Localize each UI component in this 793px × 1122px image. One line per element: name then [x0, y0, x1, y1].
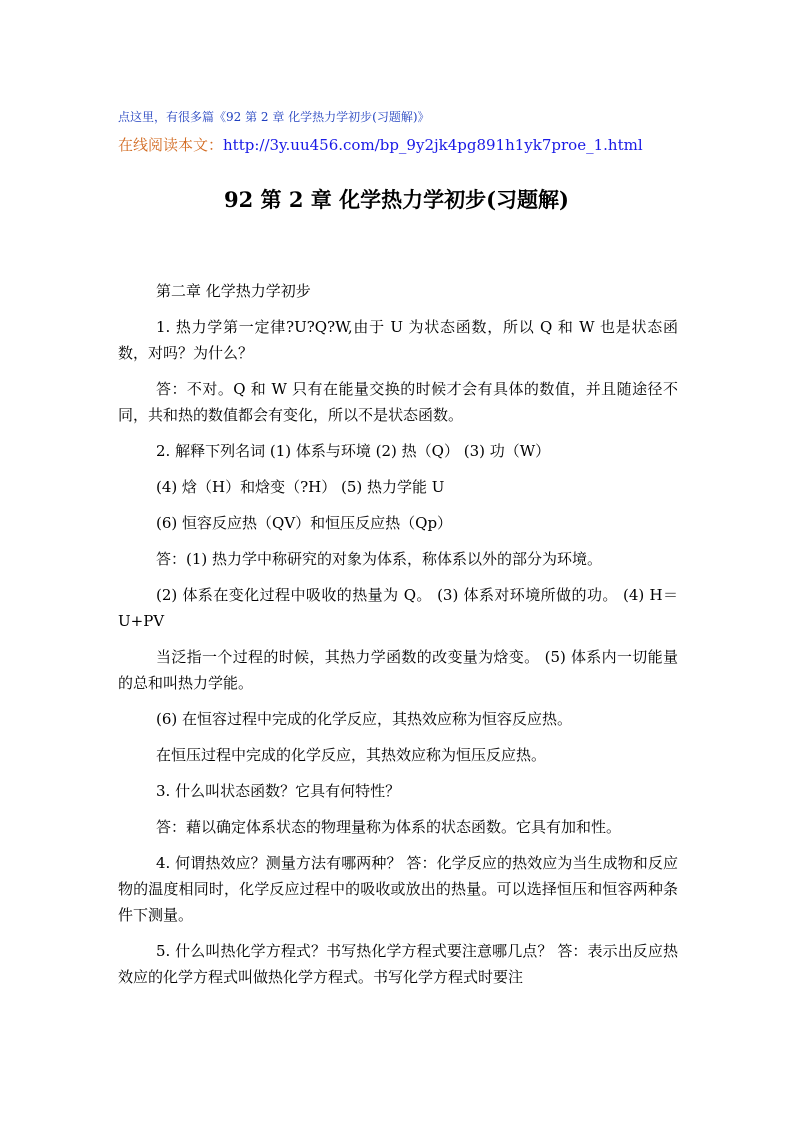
paragraph-question-4: 4. 何谓热效应？测量方法有哪两种？ 答：化学反应的热效应为当生成物和反应物的温度相同时，化学反应过程中的吸收或放出的热量。可以选择恒压和恒容两种条件下测量。: [118, 854, 678, 924]
read-online-label: 在线阅读本文：: [118, 136, 224, 154]
paragraph-answer-2a: 答：(1) 热力学中称研究的对象为体系，称体系以外的部分为环境。: [156, 550, 603, 568]
paragraph-answer-2e: 在恒压过程中完成的化学反应，其热效应称为恒压反应热。: [156, 746, 547, 764]
paragraph-question-1: 1. 热力学第一定律?U?Q?W,由于 U 为状态函数，所以 Q 和 W 也是状态函数，对吗？为什么？: [118, 318, 678, 362]
paragraph-answer-1: 答：不对。Q 和 W 只有在能量交换的时候才会有具体的数值，并且随途径不同，共和热的数值都会有变化，所以不是状态函数。: [118, 380, 678, 424]
paragraph-answer-2d: (6) 在恒容过程中完成的化学反应，其热效应称为恒容反应热。: [156, 710, 573, 728]
paragraph-question-2b: (4) 焓（H）和焓变（?H） (5) 热力学能 U: [156, 478, 445, 496]
paragraph-question-3: 3. 什么叫状态函数？它具有何特性？: [156, 782, 401, 800]
related-articles-link[interactable]: 点这里，有很多篇《92 第 2 章 化学热力学初步(习题解)》: [118, 110, 430, 124]
document-title: 92 第 2 章 化学热力学初步(习题解): [224, 187, 569, 212]
paragraph-answer-2c: 当泛指一个过程的时候，其热力学函数的改变量为焓变。 (5) 体系内一切能量的总和叫热力学能。: [118, 648, 678, 692]
paragraph-question-5: 5. 什么叫热化学方程式？书写热化学方程式要注意哪几点？ 答：表示出反应热效应的化学方程式叫做热化学方程式。书写化学方程式时要注: [118, 942, 678, 986]
document-body: [118, 278, 678, 1000]
paragraph-chapter-heading: 第二章 化学热力学初步: [156, 282, 311, 300]
read-online-url-link[interactable]: http://3y.uu456.com/bp_9y2jk4pg891h1yk7proe_1.html: [223, 136, 643, 154]
paragraph-question-2c: (6) 恒容反应热（QV）和恒压反应热（Qp）: [156, 514, 453, 532]
paragraph-answer-2b: (2) 体系在变化过程中吸收的热量为 Q。 (3) 体系对环境所做的功。 (4) H＝U+PV: [118, 586, 678, 630]
paragraph-answer-3: 答：藉以确定体系状态的物理量称为体系的状态函数。它具有加和性。: [156, 818, 622, 836]
paragraph-question-2a: 2. 解释下列名词 (1) 体系与环境 (2) 热（Q） (3) 功（W）: [156, 442, 551, 460]
read-online-line: [118, 134, 643, 155]
